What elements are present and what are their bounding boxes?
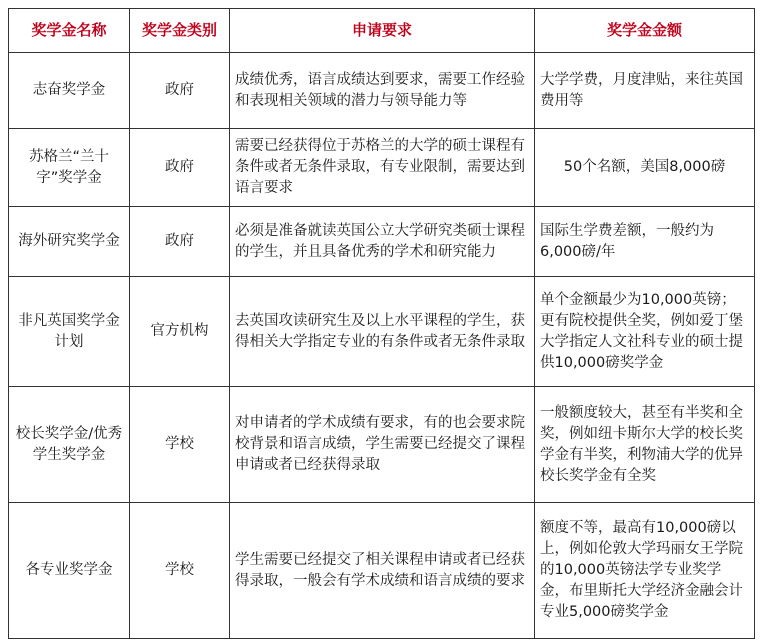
cell-requirements: 成绩优秀，语言成绩达到要求，需要工作经验和表现相关领域的潜力与领导能力等 <box>230 53 535 129</box>
cell-name: 志奋奖学金 <box>9 53 130 129</box>
table-row <box>9 129 755 207</box>
header-scholarship-name: 奖学金名称 <box>9 9 130 53</box>
cell-name: 苏格兰“兰十字”奖学金 <box>9 129 130 207</box>
cell-amount: 额度不等，最高有10,000磅以上，例如伦敦大学玛丽女王学院的10,000英镑法学专业奖学金，布里斯托大学经济金融会计专业5,000磅奖学金 <box>535 503 755 639</box>
table-header-row <box>9 9 755 53</box>
cell-requirements: 去英国攻读研究生及以上水平课程的学生，获得相关大学指定专业的有条件或者无条件录取 <box>230 277 535 387</box>
cell-category: 政府 <box>130 129 230 207</box>
cell-amount: 国际生学费差额，一般约为6,000磅/年 <box>535 207 755 277</box>
cell-category: 政府 <box>130 207 230 277</box>
cell-amount: 50个名额，美国8,000磅 <box>535 129 755 207</box>
cell-category: 政府 <box>130 53 230 129</box>
header-scholarship-amount: 奖学金金额 <box>535 9 755 53</box>
cell-name: 海外研究奖学金 <box>9 207 130 277</box>
cell-category: 官方机构 <box>130 277 230 387</box>
header-application-requirements: 申请要求 <box>230 9 535 53</box>
table-row <box>9 503 755 639</box>
cell-category: 学校 <box>130 387 230 503</box>
cell-name: 各专业奖学金 <box>9 503 130 639</box>
cell-name: 校长奖学金/优秀学生奖学金 <box>9 387 130 503</box>
scholarship-table-container <box>8 8 754 639</box>
cell-requirements: 学生需要已经提交了相关课程申请或者已经获得录取，一般会有学术成绩和语言成绩的要求 <box>230 503 535 639</box>
table-row <box>9 277 755 387</box>
cell-requirements: 必须是准备就读英国公立大学研究类硕士课程的学生，并且具备优秀的学术和研究能力 <box>230 207 535 277</box>
cell-requirements: 对申请者的学术成绩有要求，有的也会要求院校背景和语言成绩，学生需要已经提交了课程申请或者已经获得录取 <box>230 387 535 503</box>
cell-name: 非凡英国奖学金计划 <box>9 277 130 387</box>
cell-requirements: 需要已经获得位于苏格兰的大学的硕士课程有条件或者无条件录取，有专业限制，需要达到语言要求 <box>230 129 535 207</box>
table-row <box>9 387 755 503</box>
cell-amount: 单个金额最少为10,000英镑；更有院校提供全奖，例如爱丁堡大学指定人文社科专业的硕士提供10,000磅奖学金 <box>535 277 755 387</box>
scholarship-table <box>8 8 755 639</box>
table-row <box>9 207 755 277</box>
cell-amount: 一般额度较大，甚至有半奖和全奖，例如纽卡斯尔大学的校长奖学金有半奖，利物浦大学的优异校长奖学金有全奖 <box>535 387 755 503</box>
cell-category: 学校 <box>130 503 230 639</box>
header-scholarship-category: 奖学金类别 <box>130 9 230 53</box>
cell-amount: 大学学费，月度津贴，来往英国费用等 <box>535 53 755 129</box>
table-row <box>9 53 755 129</box>
